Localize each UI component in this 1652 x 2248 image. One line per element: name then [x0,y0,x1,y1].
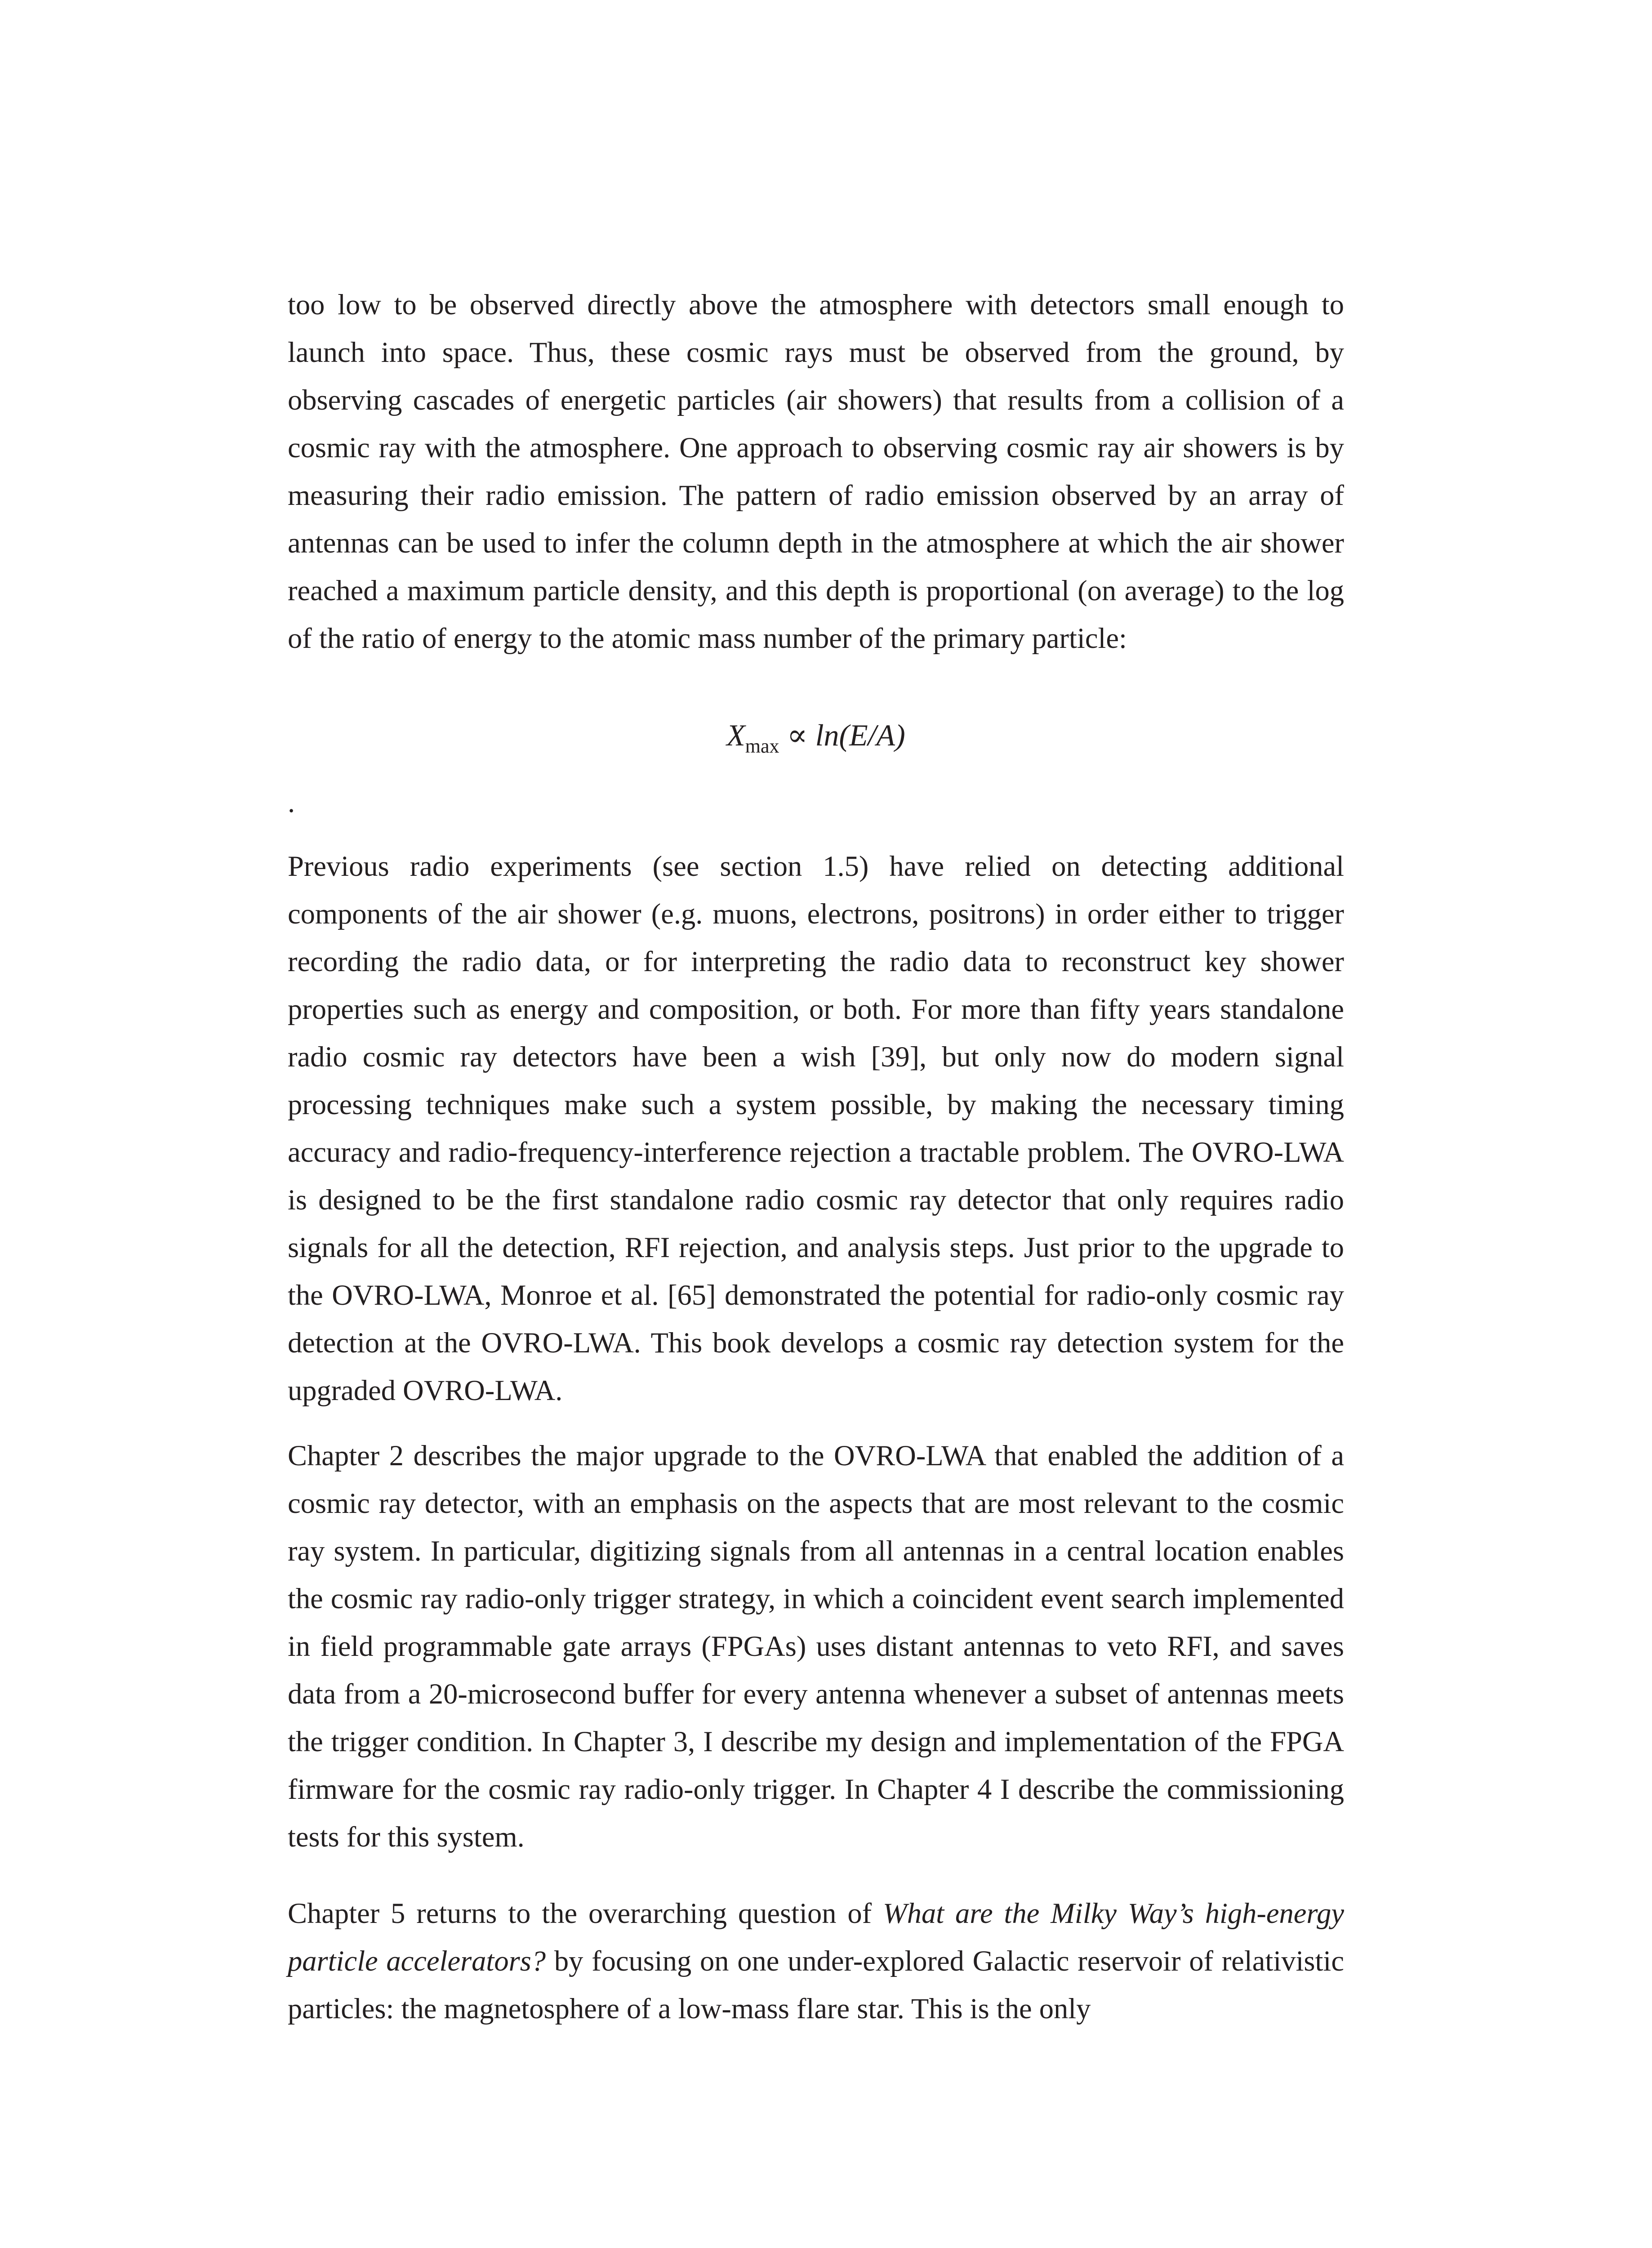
paragraph-text: Previous radio experiments (see section 1.5) have relied on detecting additional components of the air shower (e.g. muons, electrons, positrons) in order either to trigger recording the radio data, or for interpreting the radio data to reconstruct key shower properties such as energy and composition, or both. For more than fifty years standalone radio cosmic ray detectors have been a wish [39], but only now do modern signal processing techniques make such a system possible, by making the necessary timing accuracy and radio-frequency-interference rejection a tractable problem. The OVRO-LWA is designed to be the first standalone radio cosmic ray detector that only requires radio signals for all the detection, RFI rejection, and analysis steps. Just prior to the upgrade to the OVRO-LWA, Monroe et al. [65] demonstrated the potential for radio-only cosmic ray detection at the OVRO-LWA. This book develops a cosmic ray detection system for the upgraded OVRO-LWA. [288,850,1344,1406]
equation-subscript: max [745,735,779,757]
paragraph-text: Chapter 2 describes the major upgrade to the OVRO-LWA that enabled the addition of a cosmic ray detector, with an emphasis on the aspects that are most relevant to the cosmic ray system. In particular, digitizing signals from all antennas in a central location enables the cosmic ray radio-only trigger strategy, in which a coincident event search implemented in field programmable gate arrays (FPGAs) uses distant antennas to veto RFI, and saves data from a 20-microsecond buffer for every antenna whenever a subset of antennas meets the trigger condition. In Chapter 3, I describe my design and implementation of the FPGA firmware for the cosmic ray radio-only trigger. In Chapter 4 I describe the commissioning tests for this system. [288,1440,1344,1853]
equation-period: . [288,786,295,818]
paragraph-intro [288,281,1344,662]
paragraph-text [288,1890,1344,2033]
paragraph-text-start: Chapter 5 returns to the overarching question of [288,1897,883,1929]
proportional-symbol: ∝ [787,718,808,752]
paragraph-text: too low to be observed directly above the atmosphere with detectors small enough to launch into space. Thus, these cosmic rays must be observed from the ground, by observing cascades of energetic particles (air showers) that results from a collision of a cosmic ray with the atmosphere. One approach to observing cosmic ray air showers is by measuring their radio emission. The pattern of radio emission observed by an array of antennas can be used to infer the column depth in the atmosphere at which the air shower reached a maximum particle density, and this depth is proportional (on average) to the log of the ratio of energy to the atomic mass number of the primary particle: [288,289,1344,654]
paragraph-previous-experiments [288,843,1344,1414]
xmax-equation [288,711,1344,763]
italic-question: What are the Milky Way’s high-energy particle accelerators? [288,1897,1344,1977]
paragraph-chapter-2 [288,1432,1344,1861]
paragraph-chapter-5 [288,1890,1344,2033]
equation-symbol: X [726,718,745,752]
paragraph-text-end: by focusing on one under-explored Galactic reservoir of relativistic particles: the magnetosphere of a low-mass flare star. This is the only [288,1945,1344,2025]
equation-rhs: ln(E/A) [815,718,905,752]
